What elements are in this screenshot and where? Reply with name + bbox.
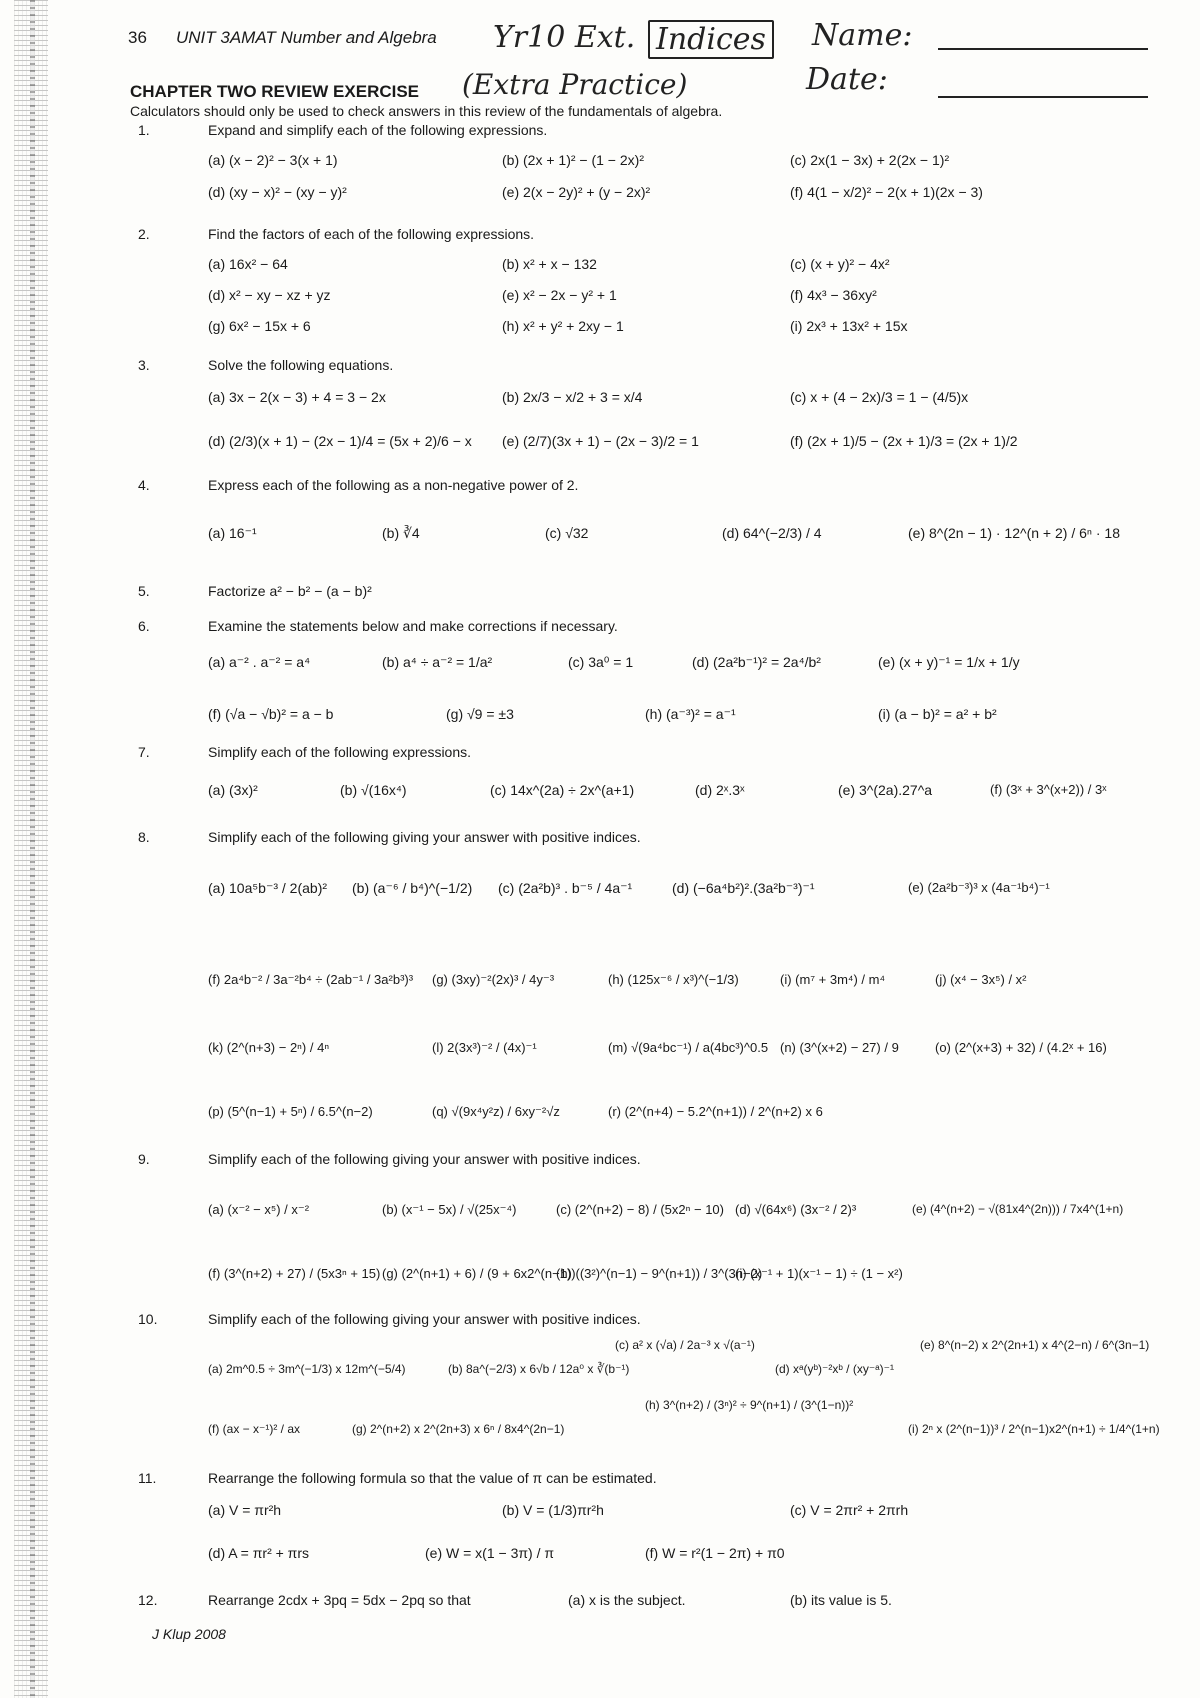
question-part: (g) 2^(n+2) x 2^(2n+3) x 6ⁿ / 8x4^(2n−1) — [352, 1422, 565, 1436]
question-part: (h) (125x⁻⁶ / x³)^(−1/3) — [608, 972, 739, 987]
question-part: (f) 2a⁴b⁻² / 3a⁻²b⁴ ÷ (2ab⁻¹ / 3a²b³)³ — [208, 972, 414, 987]
question-number: 7. — [138, 744, 150, 760]
question-part: (f) 4x³ − 36xy² — [790, 287, 877, 303]
question-part: (c) 14x^(2a) ÷ 2x^(a+1) — [490, 782, 635, 798]
question-number: 10. — [138, 1311, 158, 1327]
question-part: (d) (−6a⁴b²)².(3a²b⁻³)⁻¹ — [672, 880, 815, 896]
question-part: (f) 4(1 − x/2)² − 2(x + 1)(2x − 3) — [790, 184, 983, 200]
handwritten-year-label: Yr10 Ext. — [493, 20, 636, 55]
footer-author: J Klup 2008 — [152, 1626, 226, 1642]
question-part: (f) (2x + 1)/5 − (2x + 1)/3 = (2x + 1)/2 — [790, 433, 1018, 449]
question-text: Factorize a² − b² − (a − b)² — [208, 583, 372, 599]
question-part: (d) 64^(−2/3) / 4 — [722, 525, 822, 541]
question-part: (e) x² − 2x − y² + 1 — [502, 287, 617, 303]
question-part: (b) ∛4 — [382, 525, 420, 541]
question-text: Examine the statements below and make corrections if necessary. — [208, 618, 618, 634]
question-part: (h) 3^(n+2) / (3ⁿ)² ÷ 9^(n+1) / (3^(1−n))² — [645, 1398, 854, 1412]
question-part: (c) a² x (√a) / 2a⁻³ x √(a⁻¹) — [615, 1338, 755, 1352]
name-underline — [938, 48, 1148, 50]
unit-title: UNIT 3AMAT Number and Algebra — [176, 28, 437, 47]
intro-text: Calculators should only be used to check answers in this review of the fundamentals of algebra. — [130, 103, 723, 119]
question-part: (b) V = (1/3)πr²h — [502, 1502, 604, 1518]
question-part: (b) its value is 5. — [790, 1592, 892, 1608]
question-part: (d) 2ˣ.3ˣ — [695, 782, 745, 798]
question-part: (h) ((3²)^(n−1) − 9^(n+1)) / 3^(3n−2) — [556, 1266, 763, 1281]
question-part: (e) (4^(n+2) − √(81x4^(2n))) / 7x4^(1+n) — [912, 1202, 1124, 1216]
question-part: (b) a⁴ ÷ a⁻² = 1/a² — [382, 654, 493, 670]
question-part: (c) (2a²b)³ . b⁻⁵ / 4a⁻¹ — [498, 880, 633, 896]
question-part: (d) (xy − x)² − (xy − y)² — [208, 184, 347, 200]
question-part: (f) (√a − √b)² = a − b — [208, 706, 334, 722]
question-part: (c) 3a⁰ = 1 — [568, 654, 634, 670]
question-part: (h) x² + y² + 2xy − 1 — [502, 318, 624, 334]
question-part: (i) (m⁷ + 3m⁴) / m⁴ — [780, 972, 886, 987]
question-part: (f) (3ˣ + 3^(x+2)) / 3ˣ — [990, 782, 1107, 797]
handwritten-topic-box: Indices — [648, 20, 774, 59]
date-underline — [938, 96, 1148, 98]
question-part: (e) (2/7)(3x + 1) − (2x − 3)/2 = 1 — [502, 433, 699, 449]
question-part: (g) √9 = ±3 — [446, 706, 514, 722]
question-part: (k) (2^(n+3) − 2ⁿ) / 4ⁿ — [208, 1040, 330, 1055]
question-part: (b) √(16x⁴) — [340, 782, 407, 798]
question-part: (d) x² − xy − xz + yz — [208, 287, 331, 303]
question-part: (a) (3x)² — [208, 782, 258, 798]
question-number: 6. — [138, 618, 150, 634]
question-part: (c) 2x(1 − 3x) + 2(2x − 1)² — [790, 152, 950, 168]
question-text: Rearrange 2cdx + 3pq = 5dx − 2pq so that — [208, 1592, 471, 1608]
handwritten-date-label: Date: — [806, 62, 888, 97]
question-part: (c) (x + y)² − 4x² — [790, 256, 890, 272]
handwritten-extra-practice: (Extra Practice) — [462, 68, 688, 101]
question-part: (p) (5^(n−1) + 5ⁿ) / 6.5^(n−2) — [208, 1104, 373, 1119]
question-part: (o) (2^(x+3) + 32) / (4.2ˣ + 16) — [935, 1040, 1107, 1055]
scan-edge-artifact-dark — [30, 0, 35, 1698]
question-part: (a) 10a⁵b⁻³ / 2(ab)² — [208, 880, 328, 896]
question-part: (b) x² + x − 132 — [502, 256, 597, 272]
question-part: (r) (2^(n+4) − 5.2^(n+1)) / 2^(n+2) x 6 — [608, 1104, 823, 1119]
question-number: 2. — [138, 226, 150, 242]
question-text: Expand and simplify each of the following expressions. — [208, 122, 548, 138]
question-part: (d) A = πr² + πrs — [208, 1545, 310, 1561]
question-part: (b) (x⁻¹ − 5x) / √(25x⁻⁴) — [382, 1202, 517, 1217]
question-part: (e) 8^(n−2) x 2^(2n+1) x 4^(2−n) / 6^(3n−1) — [920, 1338, 1150, 1352]
question-number: 3. — [138, 357, 150, 373]
question-part: (i) 2ⁿ x (2^(n−1))³ / 2^(n−1)x2^(n+1) ÷ 1/4^(1+n) — [908, 1422, 1160, 1436]
question-text: Solve the following equations. — [208, 357, 394, 373]
question-part: (a) 16⁻¹ — [208, 525, 257, 541]
question-part: (i) 2x³ + 13x² + 15x — [790, 318, 908, 334]
question-part: (a) (x⁻² − x⁵) / x⁻² — [208, 1202, 310, 1217]
question-part: (a) V = πr²h — [208, 1502, 282, 1518]
question-part: (a) 3x − 2(x − 3) + 4 = 3 − 2x — [208, 389, 386, 405]
question-part: (d) xᵃ(yᵇ)⁻²xᵇ / (xy⁻ᵃ)⁻¹ — [775, 1362, 894, 1376]
question-text: Simplify each of the following giving your answer with positive indices. — [208, 1151, 641, 1167]
question-part: (d) (2a²b⁻¹)² = 2a⁴/b² — [692, 654, 821, 670]
question-part: (e) (2a²b⁻³)³ x (4a⁻¹b⁴)⁻¹ — [908, 880, 1050, 895]
question-text: Simplify each of the following giving your answer with positive indices. — [208, 829, 641, 845]
question-text: Simplify each of the following expressions. — [208, 744, 472, 760]
question-part: (f) (ax − x⁻¹)² / ax — [208, 1422, 301, 1436]
question-part: (m) √(9a⁴bc⁻¹) / a(4bc³)^0.5 — [608, 1040, 769, 1055]
question-part: (g) (2^(n+1) + 6) / (9 + 6x2^(n−1)) — [382, 1266, 576, 1281]
question-part: (b) 2x/3 − x/2 + 3 = x/4 — [502, 389, 643, 405]
question-part: (e) W = x(1 − 3π) / π — [425, 1545, 555, 1561]
question-part: (b) 8a^(−2/3) x 6√b / 12a⁰ x ∛(b⁻¹) — [448, 1362, 630, 1376]
question-part: (d) √(64x⁶) (3x⁻² / 2)³ — [735, 1202, 857, 1217]
question-part: (a) a⁻² . a⁻² = a⁴ — [208, 654, 311, 670]
question-part: (e) (x + y)⁻¹ = 1/x + 1/y — [878, 654, 1020, 670]
question-part: (h) (a⁻³)² = a⁻¹ — [645, 706, 736, 722]
question-part: (a) 16x² − 64 — [208, 256, 288, 272]
question-part: (c) (2^(n+2) − 8) / (5x2ⁿ − 10) — [556, 1202, 724, 1217]
question-part: (e) 3^(2a).27^a — [838, 782, 933, 798]
question-part: (a) x is the subject. — [568, 1592, 686, 1608]
question-number: 1. — [138, 122, 150, 138]
question-part: (f) (3^(n+2) + 27) / (5x3ⁿ + 15) — [208, 1266, 381, 1281]
page-number: 36 — [128, 28, 147, 47]
question-number: 9. — [138, 1151, 150, 1167]
question-part: (d) (2/3)(x + 1) − (2x − 1)/4 = (5x + 2)/6 − x — [208, 433, 472, 449]
handwritten-name-label: Name: — [812, 18, 913, 53]
question-text: Rearrange the following formula so that the value of π can be estimated. — [208, 1470, 657, 1486]
question-text: Simplify each of the following giving your answer with positive indices. — [208, 1311, 641, 1327]
question-part: (l) 2(3x³)⁻² / (4x)⁻¹ — [432, 1040, 537, 1055]
question-part: (g) 6x² − 15x + 6 — [208, 318, 311, 334]
question-part: (a) 2m^0.5 ÷ 3m^(−1/3) x 12m^(−5/4) — [208, 1362, 406, 1376]
question-part: (i) (x⁻¹ + 1)(x⁻¹ − 1) ÷ (1 − x²) — [735, 1266, 903, 1281]
question-number: 8. — [138, 829, 150, 845]
question-text: Express each of the following as a non-negative power of 2. — [208, 477, 579, 493]
question-part: (a) (x − 2)² − 3(x + 1) — [208, 152, 338, 168]
question-part: (e) 2(x − 2y)² + (y − 2x)² — [502, 184, 651, 200]
question-number: 12. — [138, 1592, 158, 1608]
question-part: (i) (a − b)² = a² + b² — [878, 706, 997, 722]
chapter-title: CHAPTER TWO REVIEW EXERCISE — [130, 82, 420, 101]
question-number: 5. — [138, 583, 150, 599]
question-part: (b) (2x + 1)² − (1 − 2x)² — [502, 152, 644, 168]
question-part: (c) √32 — [545, 525, 589, 541]
question-number: 11. — [138, 1470, 157, 1486]
question-part: (c) V = 2πr² + 2πrh — [790, 1502, 909, 1518]
question-part: (j) (x⁴ − 3x⁵) / x² — [935, 972, 1027, 987]
question-part: (q) √(9x⁴y²z) / 6xy⁻²√z — [432, 1104, 560, 1119]
question-part: (g) (3xy)⁻²(2x)³ / 4y⁻³ — [432, 972, 555, 987]
question-part: (b) (a⁻⁶ / b⁴)^(−1/2) — [352, 880, 473, 896]
question-text: Find the factors of each of the following expressions. — [208, 226, 535, 242]
question-part: (n) (3^(x+2) − 27) / 9 — [780, 1040, 899, 1055]
question-number: 4. — [138, 477, 150, 493]
question-part: (f) W = r²(1 − 2π) + π0 — [645, 1545, 785, 1561]
question-part: (e) 8^(2n − 1) · 12^(n + 2) / 6ⁿ · 18 — [908, 525, 1121, 541]
question-part: (c) x + (4 − 2x)/3 = 1 − (4/5)x — [790, 389, 969, 405]
